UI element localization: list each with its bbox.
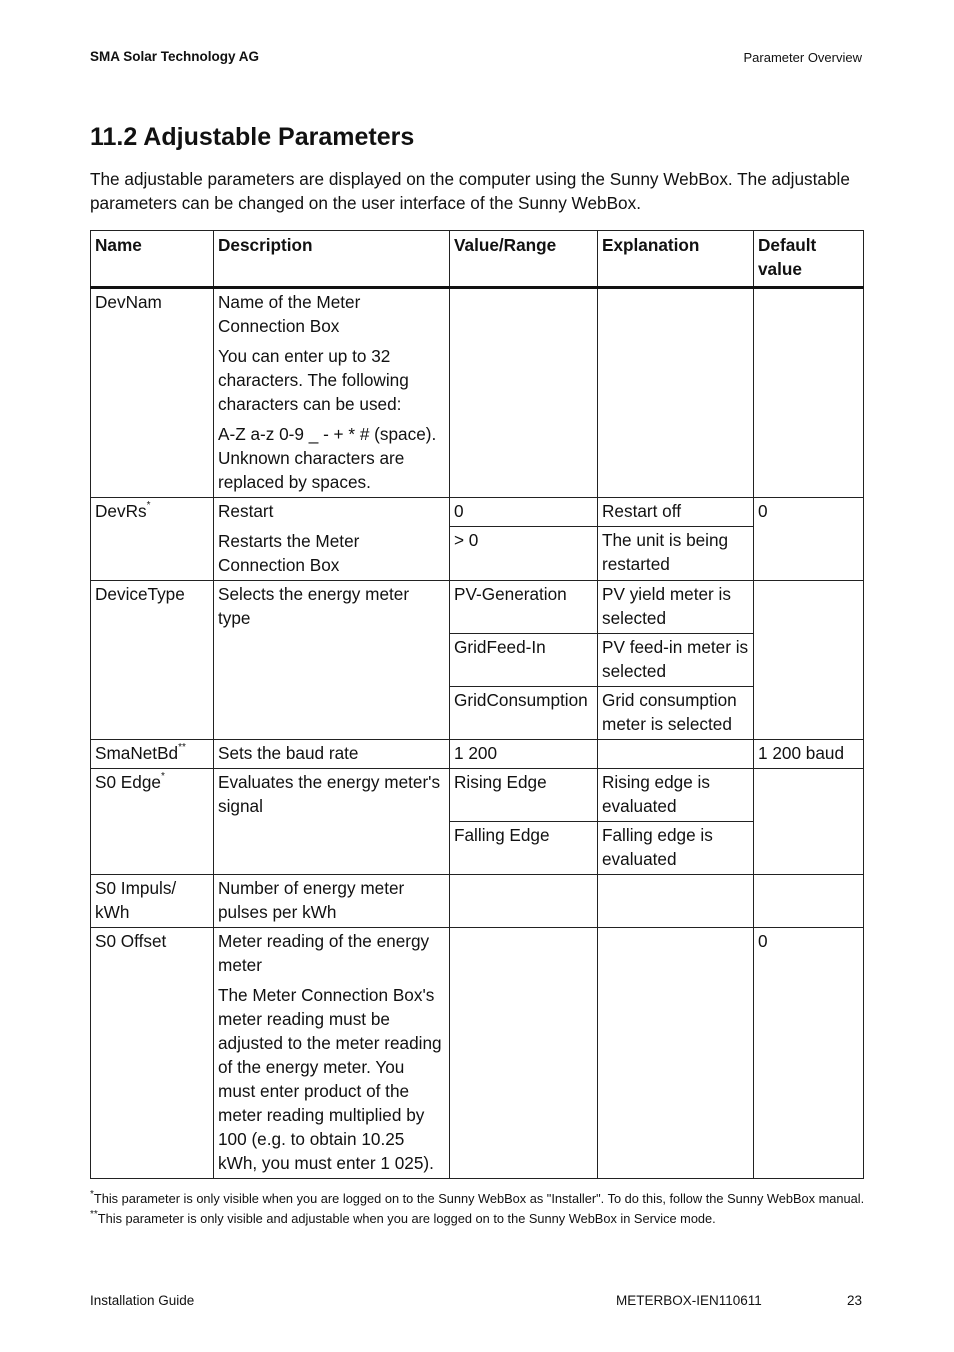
- param-description: Evaluates the energy meter's signal: [214, 769, 450, 875]
- parameters-table: [90, 230, 864, 1179]
- param-explanation: [598, 740, 754, 769]
- description-line: You can enter up to 32 characters. The following characters can be used:: [218, 346, 409, 414]
- footnote-marker: *: [146, 500, 151, 511]
- param-value: [450, 288, 598, 498]
- table-header-row: [91, 231, 864, 288]
- param-explanation: PV feed-in meter is selected: [598, 634, 754, 687]
- description-line: A-Z a-z 0-9 _ - + * # (space). Unknown characters are replaced by spaces.: [218, 424, 437, 492]
- param-value: GridConsumption: [450, 687, 598, 740]
- param-value: Falling Edge: [450, 822, 598, 875]
- table-row: [91, 288, 864, 498]
- param-value: 1 200: [450, 740, 598, 769]
- param-default: [754, 875, 864, 928]
- param-value: [450, 928, 598, 1179]
- footnote-marker: **: [178, 742, 186, 753]
- param-name-text: DevRs: [95, 501, 147, 521]
- param-explanation: [598, 288, 754, 498]
- description-line: Name of the Meter Connection Box: [218, 292, 361, 336]
- page-number: 23: [846, 1293, 862, 1308]
- param-description: [214, 928, 450, 1179]
- param-value: > 0: [450, 527, 598, 581]
- param-value: GridFeed-In: [450, 634, 598, 687]
- intro-paragraph: The adjustable parameters are displayed on the computer using the Sunny WebBox. The adjustable parameters can be changed on the user interface of the Sunny WebBox.: [90, 169, 850, 213]
- param-name: S0 Impuls/ kWh: [91, 875, 214, 928]
- param-value: PV-Generation: [450, 581, 598, 634]
- footnote-marker: *: [160, 771, 165, 782]
- param-value: [450, 875, 598, 928]
- footer-doc-id: METERBOX-IEN110611: [616, 1293, 762, 1308]
- param-description: Selects the energy meter type: [214, 581, 450, 740]
- header-explanation: Explanation: [598, 231, 754, 288]
- table-row: [91, 581, 864, 634]
- footer-guide: Installation Guide: [90, 1293, 195, 1308]
- header-description: Description: [214, 231, 450, 288]
- footnote-text: This parameter is only visible when you are logged on to the Sunny WebBox as "Installer". To do this, follow the Sunny WebBox manual.: [93, 1191, 865, 1206]
- footnotes: [90, 1187, 870, 1227]
- param-name: DevNam: [91, 288, 214, 498]
- description-line: Restart: [218, 501, 274, 521]
- param-name: [91, 769, 214, 875]
- header-default-value: Default value: [754, 231, 864, 288]
- param-description: Number of energy meter pulses per kWh: [214, 875, 450, 928]
- param-name-text: S0 Edge: [95, 772, 161, 792]
- param-explanation: [598, 875, 754, 928]
- param-explanation: Grid consumption meter is selected: [598, 687, 754, 740]
- param-default: 0: [754, 498, 864, 581]
- footnote: [90, 1207, 870, 1227]
- table-row: [91, 740, 864, 769]
- table-row: [91, 928, 864, 1179]
- table-row: [91, 769, 864, 822]
- description-line: Restarts the Meter Connection Box: [218, 531, 360, 575]
- param-description: [214, 498, 450, 581]
- param-default: [754, 581, 864, 740]
- param-explanation: PV yield meter is selected: [598, 581, 754, 634]
- footnote-text: This parameter is only visible and adjustable when you are logged on to the Sunny WebBox in Service mode.: [97, 1211, 716, 1226]
- param-value: Rising Edge: [450, 769, 598, 822]
- table-row: [91, 875, 864, 928]
- param-default: [754, 288, 864, 498]
- param-description: [214, 288, 450, 498]
- param-name: DeviceType: [91, 581, 214, 740]
- param-explanation: Rising edge is evaluated: [598, 769, 754, 822]
- param-value: 0: [450, 498, 598, 527]
- param-description: Sets the baud rate: [214, 740, 450, 769]
- description-line: Meter reading of the energy meter: [218, 931, 430, 975]
- param-name-text: SmaNetBd: [95, 743, 179, 763]
- param-name: [91, 498, 214, 581]
- header-company: SMA Solar Technology AG: [90, 49, 260, 64]
- footnote-marker: **: [90, 1209, 98, 1220]
- param-default: [754, 769, 864, 875]
- header-section: Parameter Overview: [743, 50, 862, 65]
- param-name: [91, 740, 214, 769]
- description-line: The Meter Connection Box's meter reading must be adjusted to the meter reading of the energy meter. You must enter product of the meter reading multiplied by 100 (e.g. to obtain 10.25 kWh, you must enter 1 025).: [218, 985, 442, 1173]
- param-default: 1 200 baud: [754, 740, 864, 769]
- param-explanation: Falling edge is evaluated: [598, 822, 754, 875]
- param-explanation: Restart off: [598, 498, 754, 527]
- footnote-marker: *: [90, 1189, 94, 1200]
- param-default: 0: [754, 928, 864, 1179]
- param-name: S0 Offset: [91, 928, 214, 1179]
- header-value-range: Value/Range: [450, 231, 598, 288]
- param-explanation: [598, 928, 754, 1179]
- table-row: [91, 498, 864, 527]
- param-explanation: The unit is being restarted: [598, 527, 754, 581]
- header-name: Name: [91, 231, 214, 288]
- page-title: 11.2 Adjustable Parameters: [90, 123, 415, 151]
- footnote: [90, 1187, 870, 1207]
